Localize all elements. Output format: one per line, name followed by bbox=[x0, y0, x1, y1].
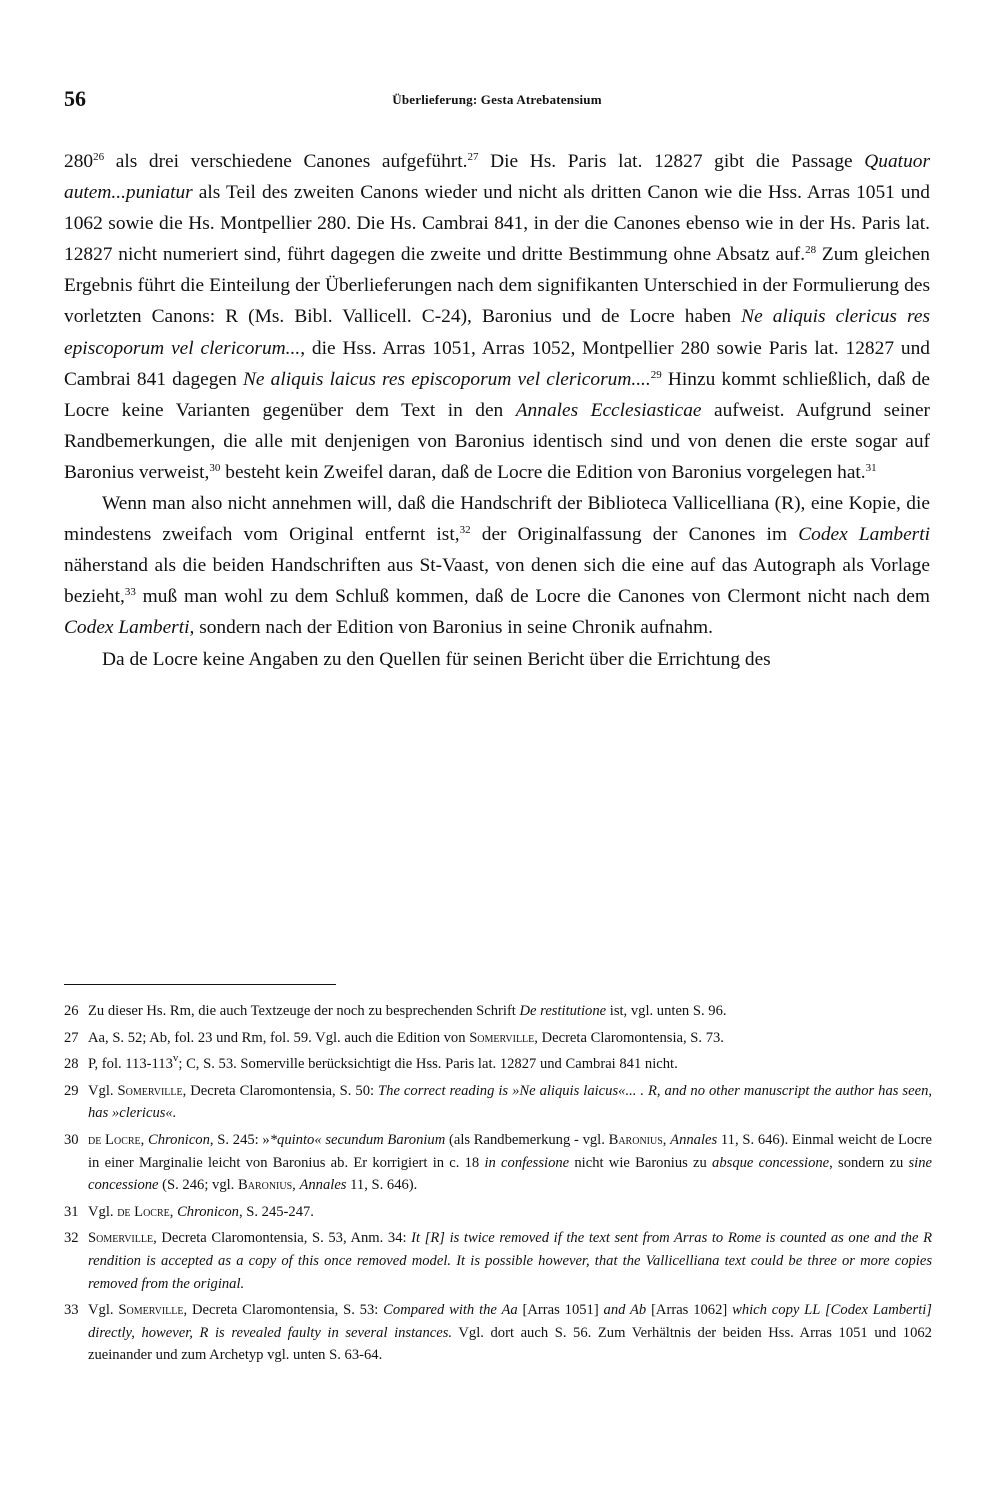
footnote-number: 29 bbox=[64, 1082, 79, 1099]
paragraph-3 bbox=[64, 644, 930, 675]
footnote-text bbox=[88, 1053, 932, 1076]
quotation: Compared with the Aa bbox=[383, 1302, 518, 1319]
text-segment: [Arras 1051] bbox=[517, 1302, 604, 1319]
author-name: Somerville bbox=[469, 1029, 535, 1046]
footnote-text bbox=[88, 1227, 932, 1295]
text-segment: , die Hss. Arras 1051, Arras 1052, Montpellier 280 sowie Paris lat. 12827 und Cambrai 841 dagegen bbox=[64, 337, 930, 390]
footnotes bbox=[64, 1000, 932, 1371]
text-segment: Zum gleichen Ergebnis führt die Einteilung der Überlieferungen nach dem signifikanten Unterschied in der Formulierung des vorletzten Canons: R (Ms. Bibl. Vallicell. C-24), Baronius und de Locre haben bbox=[64, 244, 930, 328]
text-segment: 11, S. 646). bbox=[346, 1177, 418, 1194]
text-segment: , bbox=[292, 1177, 300, 1194]
text-segment: , bbox=[140, 1131, 149, 1148]
text-segment: Vgl. dort auch S. 56. Zum Verhältnis der beiden Hss. Arras 1051 und 1062 zueinander und zum Archetyp vgl. unten S. 63-64. bbox=[88, 1324, 932, 1364]
text-segment: Wenn man also nicht annehmen will, daß die Handschrift der Biblioteca Vallicelliana (R), eine Kopie, die mindestens zweifach vom Original entfernt ist, bbox=[64, 493, 930, 546]
author-name: Somerville bbox=[88, 1230, 154, 1247]
footnote-number: 30 bbox=[64, 1131, 79, 1148]
footnote-29 bbox=[64, 1080, 932, 1125]
work-title: De restitutione bbox=[519, 1003, 607, 1019]
text-segment: [Arras 1062] bbox=[646, 1302, 733, 1319]
footnote-ref-31: 31 bbox=[865, 462, 877, 475]
text-segment: Aa, S. 52; Ab, fol. 23 und Rm, fol. 59. Vgl. auch die Edition von bbox=[88, 1029, 470, 1046]
text-segment: ; C, S. 53. Somerville berücksichtigt die Hss. Paris lat. 12827 und Cambrai 841 nicht. bbox=[178, 1056, 678, 1073]
quotation: It [R] is twice removed if the text sent from Arras to Rome is counted as one and the R rendition is accepted as a copy of this once removed model. It is possible however, that the Vallicelliana text could be three or more copies removed from the original. bbox=[88, 1230, 932, 1292]
text-segment: , S. 245-247. bbox=[238, 1203, 314, 1220]
text-segment: näherstand als die beiden Handschriften aus St-Vaast, von denen sich die eine auf das Autograph als Vorlage bezieht, bbox=[64, 555, 930, 608]
quotation: absque concessione bbox=[712, 1154, 830, 1171]
page bbox=[64, 86, 930, 675]
text-segment: , Decreta Claromontensia, S. 53: bbox=[183, 1302, 384, 1319]
work-title: Annales bbox=[670, 1131, 718, 1148]
footnote-text bbox=[88, 1000, 932, 1023]
footnote-ref-27: 27 bbox=[467, 151, 479, 164]
text-segment: , bbox=[662, 1131, 671, 1148]
text-segment: 11, S. 646). Einmal weicht de Locre in einer Marginalie leicht von Baronius ab. Er korrigiert in c. 18 bbox=[88, 1131, 932, 1171]
text-segment: der Originalfassung der Canones im bbox=[470, 524, 799, 546]
footnote-28 bbox=[64, 1053, 932, 1076]
footnote-30 bbox=[64, 1129, 932, 1197]
work-title: Chronicon bbox=[148, 1131, 210, 1148]
page-number: 56 bbox=[64, 86, 86, 111]
verso-mark: v bbox=[172, 1052, 179, 1065]
text-segment: Die Hs. Paris lat. 12827 gibt die Passage bbox=[478, 151, 865, 172]
text-segment: als drei verschiedene Canones aufgeführt. bbox=[104, 151, 468, 172]
running-head: Überlieferung: Gesta Atrebatensium bbox=[392, 92, 602, 107]
footnote-number: 33 bbox=[64, 1302, 79, 1319]
quoted-passage: Ne aliquis laicus res episcoporum vel clericorum.... bbox=[242, 368, 651, 390]
author-name: de Locre bbox=[117, 1203, 170, 1220]
footnote-32 bbox=[64, 1227, 932, 1295]
footnote-31 bbox=[64, 1201, 932, 1224]
text-segment: (S. 246; vgl. bbox=[158, 1177, 238, 1194]
quotation: The correct reading is »Ne aliquis laicus«... . R, and no other manuscript the author has seen, has »clericus«. bbox=[88, 1082, 933, 1122]
text-segment: 280 bbox=[64, 151, 94, 172]
text-segment: , bbox=[169, 1203, 178, 1220]
text-segment: Da de Locre keine Angaben zu den Quellen für seinen Bericht über die Errichtung des bbox=[102, 648, 771, 670]
text-segment: als Teil des zweiten Canons wieder und nicht als dritten Canon wie die Hss. Arras 1051 und 1062 sowie die Hs. Montpellier 280. Die Hs. Cambrai 841, in der die Canones ebenso wie in der Hs. Paris lat. 12827 nicht numeriert sind, führt dagegen die zweite und dritte Bestimmung ohne Absatz auf. bbox=[64, 182, 930, 266]
text-segment: ist, vgl. unten S. 96. bbox=[606, 1003, 727, 1019]
footnote-number: 31 bbox=[64, 1203, 79, 1220]
text-segment: muß man wohl zu dem Schluß kommen, daß de Locre die Canones von Clermont nicht nach dem bbox=[135, 586, 930, 608]
text-segment: Vgl. bbox=[88, 1203, 118, 1220]
paragraph-1 bbox=[64, 146, 930, 488]
text-segment: P, fol. 113-113 bbox=[88, 1056, 173, 1073]
footnote-text bbox=[88, 1201, 932, 1224]
footnote-number: 32 bbox=[64, 1230, 79, 1247]
work-title: Codex Lamberti bbox=[798, 524, 931, 546]
quotation: *quinto« secundum Baronium bbox=[269, 1131, 446, 1148]
footnote-ref-33: 33 bbox=[124, 586, 136, 599]
footnote-text bbox=[88, 1027, 932, 1050]
footnote-ref-29: 29 bbox=[650, 368, 662, 381]
page-header bbox=[64, 86, 930, 116]
footnote-text bbox=[88, 1129, 932, 1197]
author-name: de Locre bbox=[88, 1131, 141, 1148]
text-segment: , sondern zu bbox=[829, 1154, 909, 1171]
text-segment: Vgl. bbox=[88, 1082, 118, 1099]
footnote-separator bbox=[64, 984, 336, 985]
author-name: Baronius bbox=[608, 1131, 663, 1148]
paragraph-2 bbox=[64, 488, 930, 643]
author-name: Baronius bbox=[237, 1177, 293, 1194]
footnote-33 bbox=[64, 1299, 932, 1367]
author-name: Somerville bbox=[117, 1082, 183, 1099]
work-title: Codex Lamberti bbox=[64, 617, 190, 639]
text-segment: , Decreta Claromontensia, S. 73. bbox=[534, 1029, 724, 1046]
text-segment: besteht kein Zweifel daran, daß de Locre die Edition von Baronius vorgelegen hat. bbox=[220, 461, 866, 483]
main-text bbox=[64, 146, 930, 675]
footnote-number: 26 bbox=[64, 1003, 79, 1019]
footnote-ref-26: 26 bbox=[93, 151, 105, 164]
footnote-text bbox=[88, 1080, 932, 1125]
quotation: which copy LL [Codex Lamberti] directly, however, R is revealed faulty in several instances. bbox=[88, 1302, 932, 1341]
quotation: sine concessione bbox=[88, 1154, 932, 1194]
work-title: Annales Ecclesiasticae bbox=[515, 399, 702, 421]
text-segment: , S. 245: » bbox=[209, 1131, 270, 1148]
text-segment: nicht wie Baronius zu bbox=[569, 1154, 713, 1171]
footnote-number: 27 bbox=[64, 1029, 79, 1046]
footnote-ref-28: 28 bbox=[805, 244, 817, 257]
footnote-26 bbox=[64, 1000, 932, 1023]
work-title: Annales bbox=[299, 1177, 347, 1194]
text-segment: Zu dieser Hs. Rm, die auch Textzeuge der noch zu besprechenden Schrift bbox=[88, 1003, 520, 1019]
text-segment: , Decreta Claromontensia, S. 50: bbox=[182, 1082, 379, 1099]
footnote-27 bbox=[64, 1027, 932, 1050]
footnote-ref-32: 32 bbox=[459, 524, 471, 537]
text-segment: Vgl. bbox=[88, 1302, 119, 1319]
text-segment: Hinzu kommt schließlich, daß de Locre keine Varianten gegenüber dem Text in den bbox=[64, 368, 931, 421]
footnote-text bbox=[88, 1299, 932, 1367]
quoted-passage: Ne aliquis clericus res episcoporum vel clericorum... bbox=[64, 306, 930, 359]
footnote-ref-30: 30 bbox=[209, 462, 221, 475]
text-segment: , Decreta Claromontensia, S. 53, Anm. 34: bbox=[153, 1230, 412, 1247]
text-segment: , sondern nach der Edition von Baronius in seine Chronik aufnahm. bbox=[189, 617, 713, 639]
text-segment: aufweist. Aufgrund seiner Randbemerkungen, die alle mit denjenigen von Baronius identisch sind und von denen die erste sogar auf Baronius verweist, bbox=[64, 399, 931, 483]
quoted-passage: Quatuor autem...puniatur bbox=[64, 151, 930, 204]
footnote-number: 28 bbox=[64, 1056, 79, 1073]
quotation: in confessione bbox=[484, 1154, 570, 1171]
work-title: Chronicon bbox=[177, 1203, 239, 1220]
quotation: and Ab bbox=[603, 1302, 647, 1319]
text-segment: (als Randbemerkung - vgl. bbox=[445, 1131, 609, 1148]
author-name: Somerville bbox=[118, 1302, 184, 1319]
